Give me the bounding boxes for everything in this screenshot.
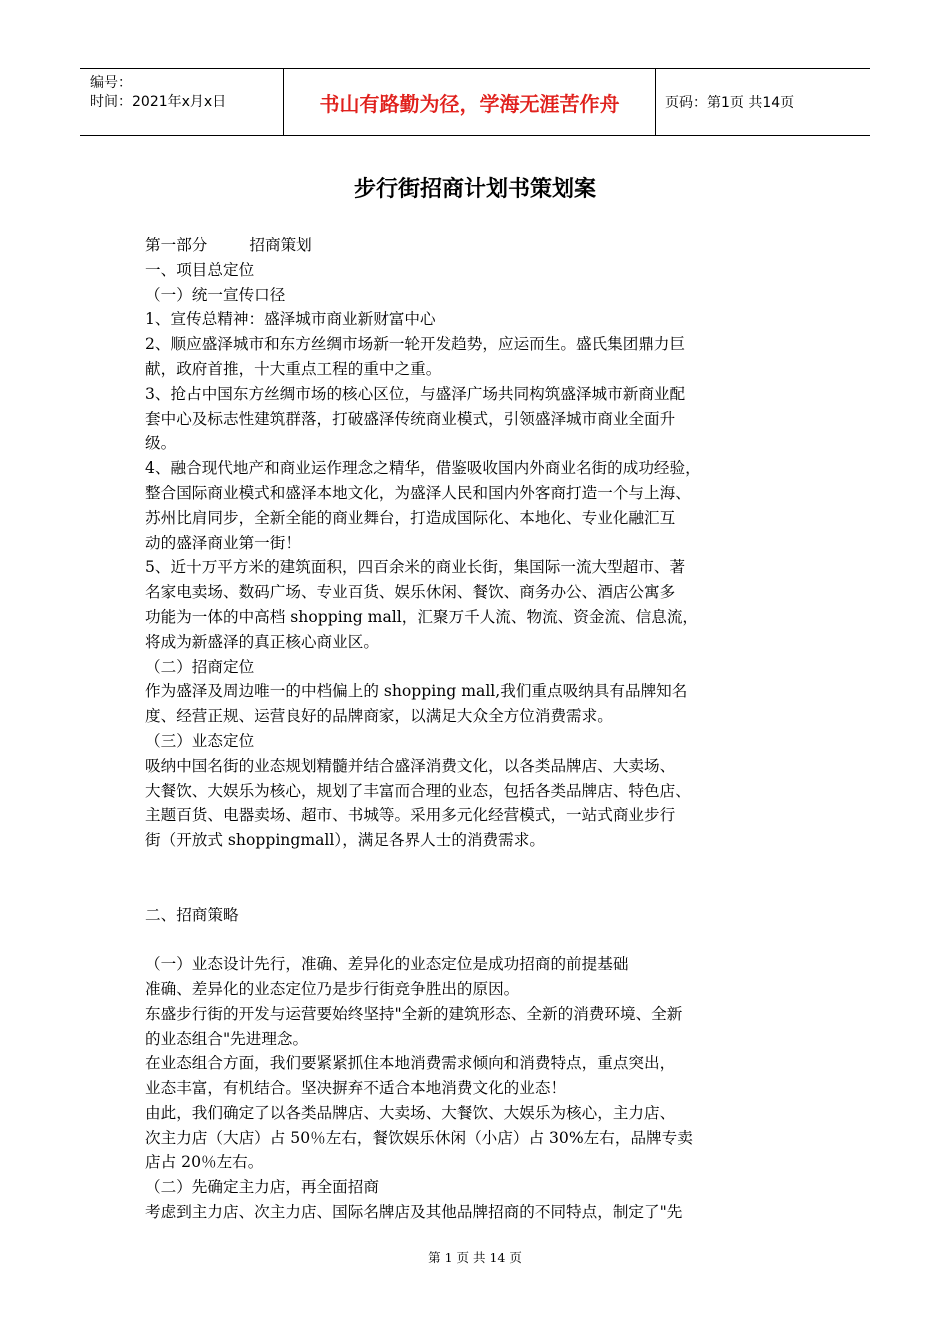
paragraph-line: 准确、差异化的业态定位乃是步行街竞争胜出的原因。 <box>145 979 520 998</box>
subsection-heading: （二）招商定位 <box>145 657 255 676</box>
paragraph-line: 级。 <box>145 434 177 453</box>
serial-number-label: 编号： <box>90 75 132 91</box>
part-label: 第一部分 <box>145 236 208 254</box>
paragraph-line: 度、经营正规、运营良好的品牌商家，以满足大众全方位消费需求。 <box>145 707 613 726</box>
paragraph-line: 东盛步行街的开发与运营要始终坚持"全新的建筑形态、全新的消费环境、全新 <box>145 1004 683 1023</box>
paragraph-line: 将成为新盛泽的真正核心商业区。 <box>145 632 379 651</box>
subsection-heading: （三）业态定位 <box>145 731 255 750</box>
paragraph-line: 苏州比肩同步，全新全能的商业舞台，打造成国际化、本地化、专业化融汇互 <box>145 508 676 527</box>
paragraph-line: 动的盛泽商业第一街！ <box>145 533 301 552</box>
paragraph-line: 套中心及标志性建筑群落，打破盛泽传统商业模式，引领盛泽城市商业全面升 <box>145 409 676 428</box>
paragraph-line: 业态丰富，有机结合。坚决摒弃不适合本地消费文化的业态！ <box>145 1079 567 1098</box>
paragraph-line: 3、抢占中国东方丝绸市场的核心区位，与盛泽广场共同构筑盛泽城市新商业配 <box>145 384 686 403</box>
paragraph-line: 考虑到主力店、次主力店、国际名牌店及其他品牌招商的不同特点，制定了"先 <box>145 1203 683 1222</box>
header-table <box>80 68 870 136</box>
paragraph-line: 1、宣传总精神：盛泽城市商业新财富中心 <box>145 310 436 329</box>
paragraph-line: 在业态组合方面，我们要紧紧抓住本地消费需求倾向和消费特点，重点突出， <box>145 1054 676 1073</box>
paragraph-line: 大餐饮、大娱乐为核心，规划了丰富而合理的业态，包括各类品牌店、特色店、 <box>145 781 691 800</box>
part-heading <box>145 233 815 258</box>
paragraph-line: 街（开放式 shoppingmall），满足各界人士的消费需求。 <box>145 831 545 850</box>
part-name: 招商策划 <box>249 236 312 254</box>
paragraph-line: 名家电卖场、数码广场、专业百货、娱乐休闲、餐饮、商务办公、酒店公寓多 <box>145 583 676 602</box>
document-title: 步行街招商计划书策划案 <box>353 177 596 202</box>
paragraph-line: 献，政府首推，十大重点工程的重中之重。 <box>145 359 442 378</box>
page-footer: 第 1 页 共 14 页 <box>428 1250 522 1265</box>
paragraph-line: 次主力店（大店）占 50％左右，餐饮娱乐休闲（小店）占 30%左右，品牌专卖 <box>145 1128 693 1147</box>
paragraph-line: 功能为一体的中高档 shopping mall，汇聚万千人流、物流、资金流、信息流， <box>145 607 699 626</box>
paragraph-line: 的业态组合"先进理念。 <box>145 1029 309 1048</box>
header-page-info: 页码：第1页 共14页 <box>665 95 795 111</box>
subsection-heading: （二）先确定主力店，再全面招商 <box>145 1178 379 1197</box>
document-body <box>145 233 815 1225</box>
subsection-heading: （一）业态设计先行，准确、差异化的业态定位是成功招商的前提基础 <box>145 955 629 974</box>
section-heading: 一、项目总定位 <box>145 260 255 279</box>
paragraph-line: 店占 20％左右。 <box>145 1153 264 1172</box>
paragraph-line: 2、顺应盛泽城市和东方丝绸市场新一轮开发趋势，应运而生。盛氏集团鼎力巨 <box>145 335 686 354</box>
paragraph-line: 作为盛泽及周边唯一的中档偏上的 shopping mall,我们重点吸纳具有品牌知名 <box>145 682 688 701</box>
paragraph-line: 吸纳中国名街的业态规划精髓并结合盛泽消费文化，以各类品牌店、大卖场、 <box>145 756 676 775</box>
paragraph-line: 整合国际商业模式和盛泽本地文化，为盛泽人民和国内外客商打造一个与上海、 <box>145 483 691 502</box>
paragraph-line: 由此，我们确定了以各类品牌店、大卖场、大餐饮、大娱乐为核心，主力店、 <box>145 1103 676 1122</box>
date-label: 时间：2021年x月x日 <box>90 94 227 110</box>
header-meta-cell <box>80 69 284 135</box>
header-motto: 书山有路勤为径，学海无涯苦作舟 <box>284 69 656 135</box>
paragraph-line: 4、融合现代地产和商业运作理念之精华，借鉴吸收国内外商业名街的成功经验， <box>145 459 701 478</box>
paragraph-line: 5、近十万平方米的建筑面积，四百余米的商业长街，集国际一流大型超市、著 <box>145 558 686 577</box>
subsection-heading: （一）统一宣传口径 <box>145 285 286 304</box>
paragraph-line: 主题百货、电器卖场、超市、书城等。采用多元化经营模式，一站式商业步行 <box>145 806 676 825</box>
section-heading: 二、招商策略 <box>145 905 239 924</box>
